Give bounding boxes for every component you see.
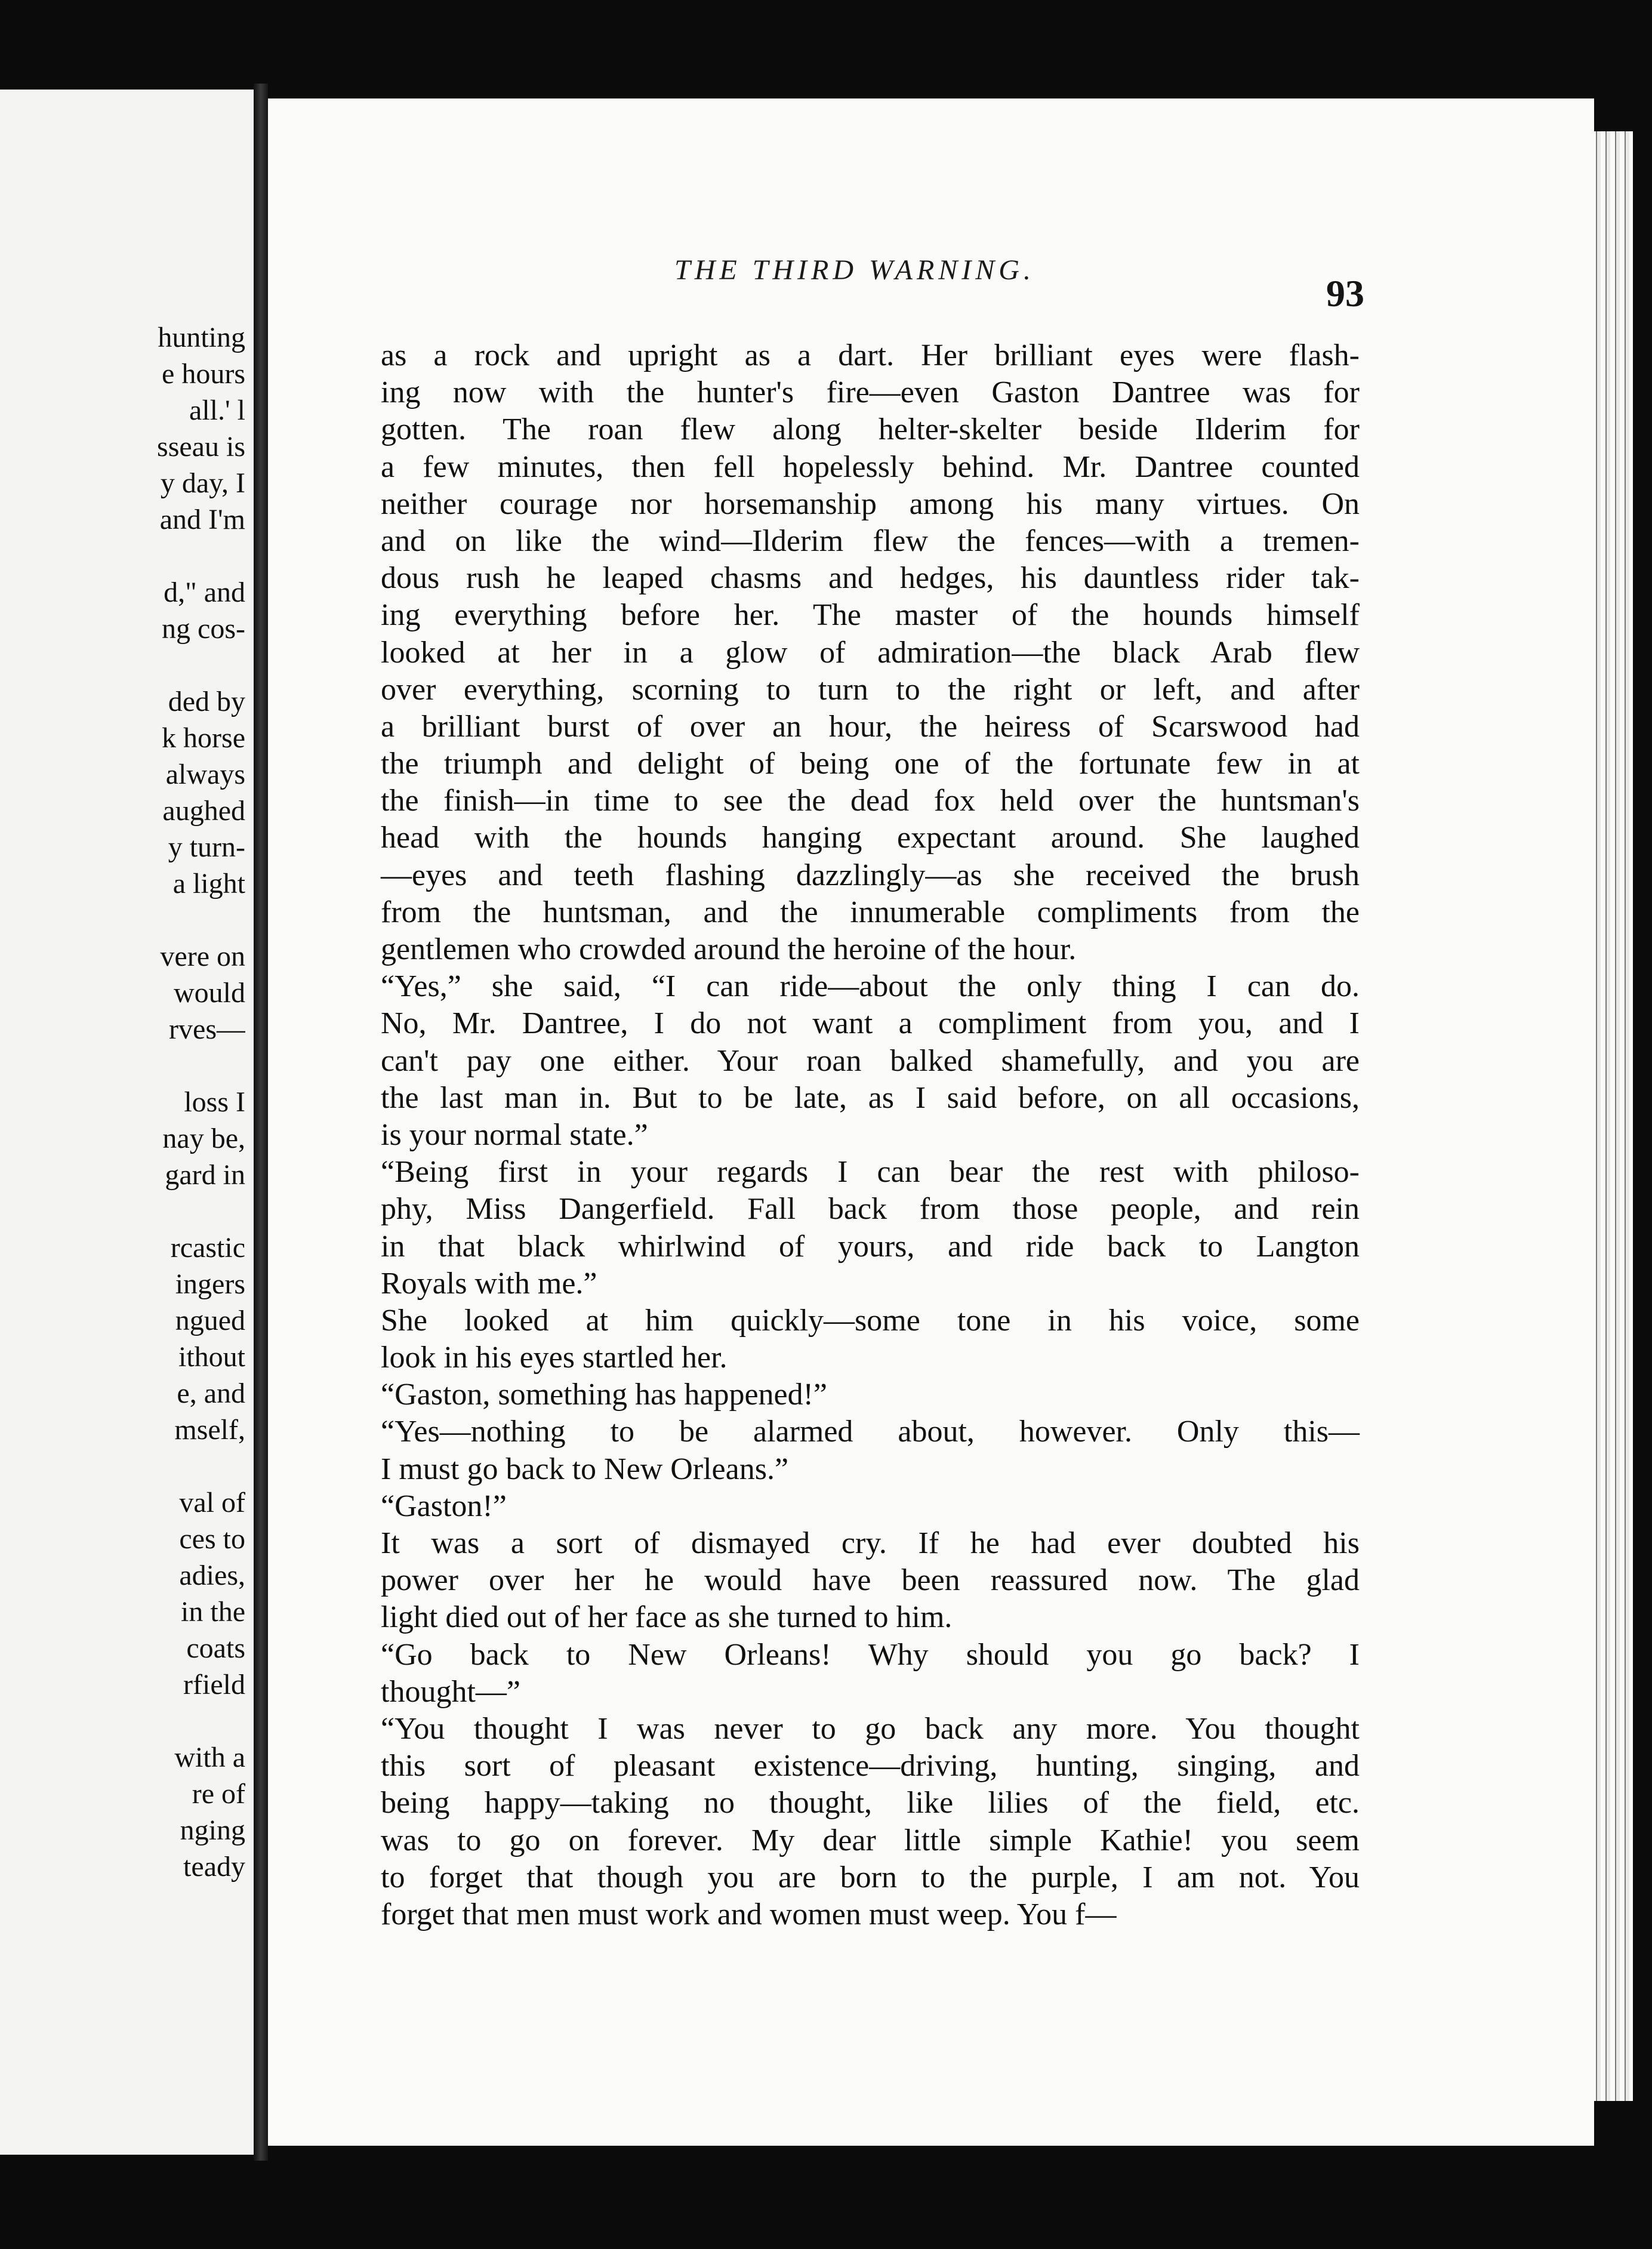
text-line: ing everything before her. The master of the hounds himself: [381, 598, 1360, 633]
text-line: “Go back to New Orleans! Why should you go back? I: [381, 1637, 1360, 1672]
text-line: look in his eyes startled her.: [381, 1341, 728, 1375]
text-line: and on like the wind—Ilderim flew the fences—with a tremen-: [381, 523, 1360, 558]
left-line: y day, I: [160, 467, 245, 499]
text-line: phy, Miss Dangerfield. Fall back from those people, and rein: [381, 1192, 1360, 1227]
left-line: ces to: [179, 1523, 245, 1555]
left-line: [19, 647, 245, 683]
text-line: gotten. The roan flew along helter-skelter beside Ilderim for: [381, 412, 1360, 447]
text-line: looked at her in a glow of admiration—the black Arab flew: [381, 635, 1360, 670]
left-line: [19, 1703, 245, 1739]
text-line: gentlemen who crowded around the heroine of the hour.: [381, 932, 1077, 966]
text-line: the last man in. But to be late, as I said before, on all occasions,: [381, 1080, 1360, 1115]
page-body-text: [381, 337, 1360, 1933]
left-page-text: [19, 319, 245, 1885]
text-line: the triumph and delight of being one of the fortunate few in at: [381, 747, 1360, 781]
left-line: y turn-: [168, 831, 245, 863]
text-line: from the huntsman, and the innumerable compliments from the: [381, 895, 1360, 929]
left-line: [19, 538, 245, 574]
text-line: It was a sort of dismayed cry. If he had ever doubted his: [381, 1526, 1360, 1560]
left-line: vere on: [160, 941, 245, 972]
left-line: [19, 902, 245, 938]
text-line: in that black whirlwind of yours, and ride back to Langton: [381, 1229, 1360, 1264]
left-line: adies,: [179, 1560, 245, 1591]
text-line: neither courage nor horsemanship among his many virtues. On: [381, 486, 1360, 521]
left-line: [19, 1448, 245, 1484]
left-line: a light: [172, 868, 245, 899]
left-line: aughed: [162, 795, 245, 827]
text-line: as a rock and upright as a dart. Her brilliant eyes were flash-: [381, 338, 1360, 372]
text-line: was to go on forever. My dear little simple Kathie! you seem: [381, 1823, 1360, 1857]
text-line: this sort of pleasant existence—driving, hunting, singing, and: [381, 1749, 1360, 1783]
left-line: e hours: [162, 358, 245, 390]
left-line: would: [174, 977, 245, 1009]
text-line: I must go back to New Orleans.”: [381, 1452, 789, 1486]
left-line: d," and: [164, 577, 245, 608]
text-line: Royals with me.”: [381, 1266, 597, 1301]
text-line: power over her he would have been reassured now. The glad: [381, 1563, 1360, 1598]
text-line: She looked at him quickly—some tone in his voice, some: [381, 1303, 1360, 1338]
text-line: the finish—in time to see the dead fox held over the huntsman's: [381, 784, 1360, 818]
left-line: mself,: [174, 1414, 245, 1446]
text-line: ing now with the hunter's fire—even Gaston Dantree was for: [381, 375, 1360, 410]
left-line: [19, 1193, 245, 1230]
left-line: hunting: [158, 322, 245, 353]
text-line: “Yes,” she said, “I can ride—about the only thing I can do.: [381, 969, 1360, 1004]
left-line: always: [165, 759, 245, 790]
text-line: a brilliant burst of over an hour, the heiress of Scarswood had: [381, 709, 1360, 744]
left-line: loss I: [184, 1086, 245, 1118]
page-edges: [1591, 131, 1633, 2101]
book-gutter: [254, 84, 268, 2161]
text-line: “Gaston, something has happened!”: [381, 1378, 828, 1412]
left-line: sseau is: [157, 431, 245, 463]
left-line: coats: [186, 1632, 245, 1664]
text-line: over everything, scorning to turn to the right or left, and after: [381, 672, 1360, 707]
text-line: “Yes—nothing to be alarmed about, however. Only this—: [381, 1415, 1360, 1449]
left-line: e, and: [177, 1378, 245, 1409]
left-line: rfield: [183, 1669, 245, 1700]
text-line: “Gaston!”: [381, 1489, 507, 1523]
left-line: rcastic: [170, 1232, 245, 1264]
running-head: THE THIRD WARNING.: [674, 254, 1035, 286]
left-line: val of: [179, 1487, 245, 1518]
text-line: thought—”: [381, 1674, 520, 1709]
text-line: forget that men must work and women must weep. You f—: [381, 1897, 1117, 1931]
text-line: No, Mr. Dantree, I do not want a compliment from you, and I: [381, 1006, 1360, 1041]
left-line: ng cos-: [162, 613, 245, 645]
text-line: head with the hounds hanging expectant around. She laughed: [381, 821, 1360, 855]
left-line: and I'm: [159, 504, 245, 535]
page-number: 93: [1326, 272, 1364, 315]
left-line: re of: [192, 1778, 245, 1810]
left-line: nay be,: [162, 1123, 245, 1154]
text-line: “Being first in your regards I can bear the rest with philoso-: [381, 1155, 1360, 1190]
text-line: —eyes and teeth flashing dazzlingly—as she received the brush: [381, 858, 1360, 892]
left-line: gard in: [165, 1159, 245, 1191]
text-line: to forget that though you are born to the purple, I am not. You: [381, 1860, 1360, 1894]
left-line: with a: [174, 1742, 245, 1773]
left-line: teady: [183, 1851, 245, 1883]
left-line: rves—: [169, 1013, 245, 1045]
left-page: [0, 90, 256, 2155]
left-line: all.' l: [189, 395, 245, 426]
text-line: being happy—taking no thought, like lilies of the field, etc.: [381, 1786, 1360, 1820]
text-line: light died out of her face as she turned to him.: [381, 1600, 953, 1635]
text-line: is your normal state.”: [381, 1117, 648, 1152]
text-line: a few minutes, then fell hopelessly behind. Mr. Dantree counted: [381, 449, 1360, 484]
left-line: ngued: [175, 1305, 245, 1336]
left-line: ded by: [168, 686, 245, 717]
left-line: [19, 1048, 245, 1084]
left-line: k horse: [162, 722, 245, 754]
left-line: ingers: [175, 1268, 245, 1300]
left-line: in the: [181, 1596, 245, 1628]
left-line: ithout: [178, 1341, 245, 1373]
text-line: can't pay one either. Your roan balked shamefully, and you are: [381, 1043, 1360, 1078]
text-line: “You thought I was never to go back any more. You thought: [381, 1711, 1360, 1746]
left-line: nging: [180, 1814, 245, 1846]
text-line: dous rush he leaped chasms and hedges, his dauntless rider tak-: [381, 561, 1360, 596]
